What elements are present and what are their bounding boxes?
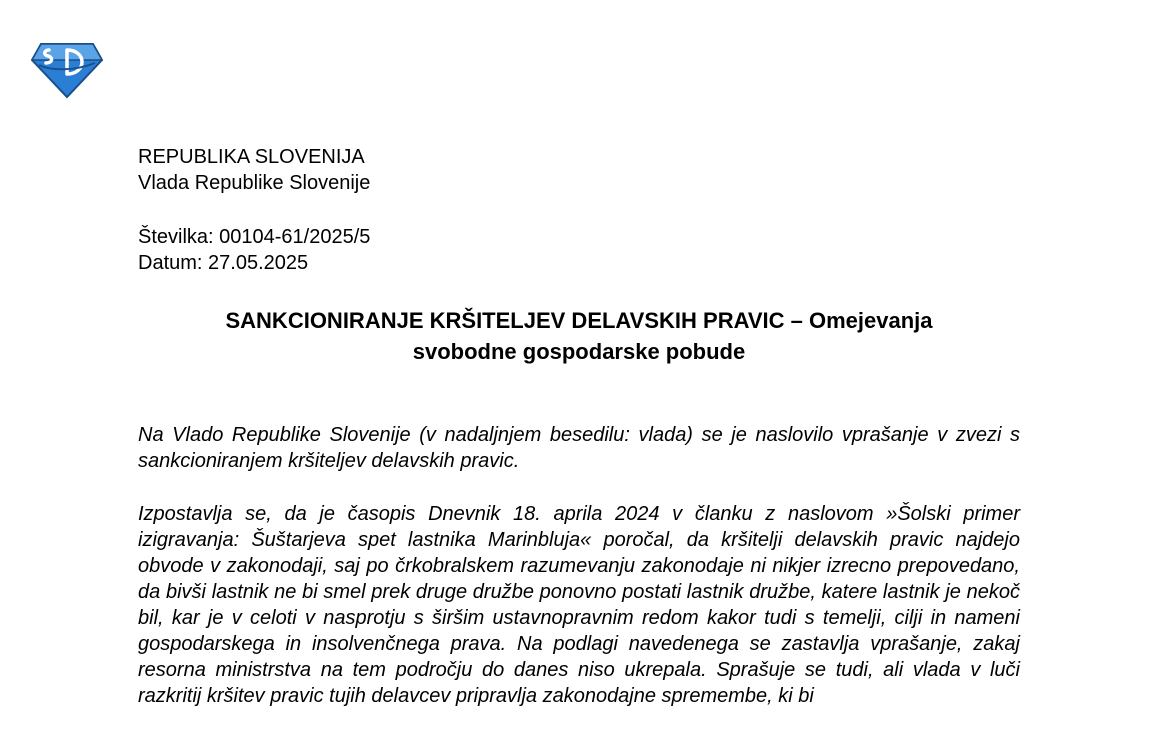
paragraph-2: Izpostavlja se, da je časopis Dnevnik 18. aprila 2024 v članku z naslovom »Šolski primer izigravanja: Šuštarjeva spet lastnika Marinbluja« poročal, da kršitelji delavskih pravic najdejo obvode v zakonodaji, saj po črkobralskem razumevanju zakonodaje ni nikjer izrecno prepovedano, da bivši lastnik ne bi smel prek druge družbe ponovno postati lastnik družbe, katere lastnik je nekoč bil, kar je v celoti v nasprotju s širšim ustavnopravnim redom kakor tudi s temelji, cilji in nameni gospodarskega in insolvenčnega prava. Na podlagi navedenega se zastavlja vprašanje, zakaj resorna ministrstva na tem področju do danes niso ukrepala. Sprašuje se tudi, ali vlada v luči razkritij kršitev pravic tujih delavcev pripravlja zakonodajne spremembe, ki bi	[138, 503, 1020, 707]
country-name: REPUBLIKA SLOVENIJA	[138, 146, 365, 168]
diamond-logo-icon	[31, 41, 103, 99]
document-title	[120, 305, 1038, 367]
government-name: Vlada Republike Slovenije	[138, 172, 371, 194]
title-line-1: SANKCIONIRANJE KRŠITELJEV DELAVSKIH PRAVIC – Omejevanja	[225, 308, 933, 333]
document-number: Številka: 00104-61/2025/5	[138, 226, 371, 248]
paragraph-1: Na Vlado Republike Slovenije (v nadaljnjem besedilu: vlada) se je naslovilo vprašanje v zvezi s sankcioniranjem kršiteljev delavskih pravic.	[138, 424, 1020, 472]
document-date: Datum: 27.05.2025	[138, 252, 309, 274]
title-line-2: svobodne gospodarske pobude	[412, 339, 746, 364]
letterhead	[138, 144, 370, 276]
party-logo	[31, 41, 103, 99]
